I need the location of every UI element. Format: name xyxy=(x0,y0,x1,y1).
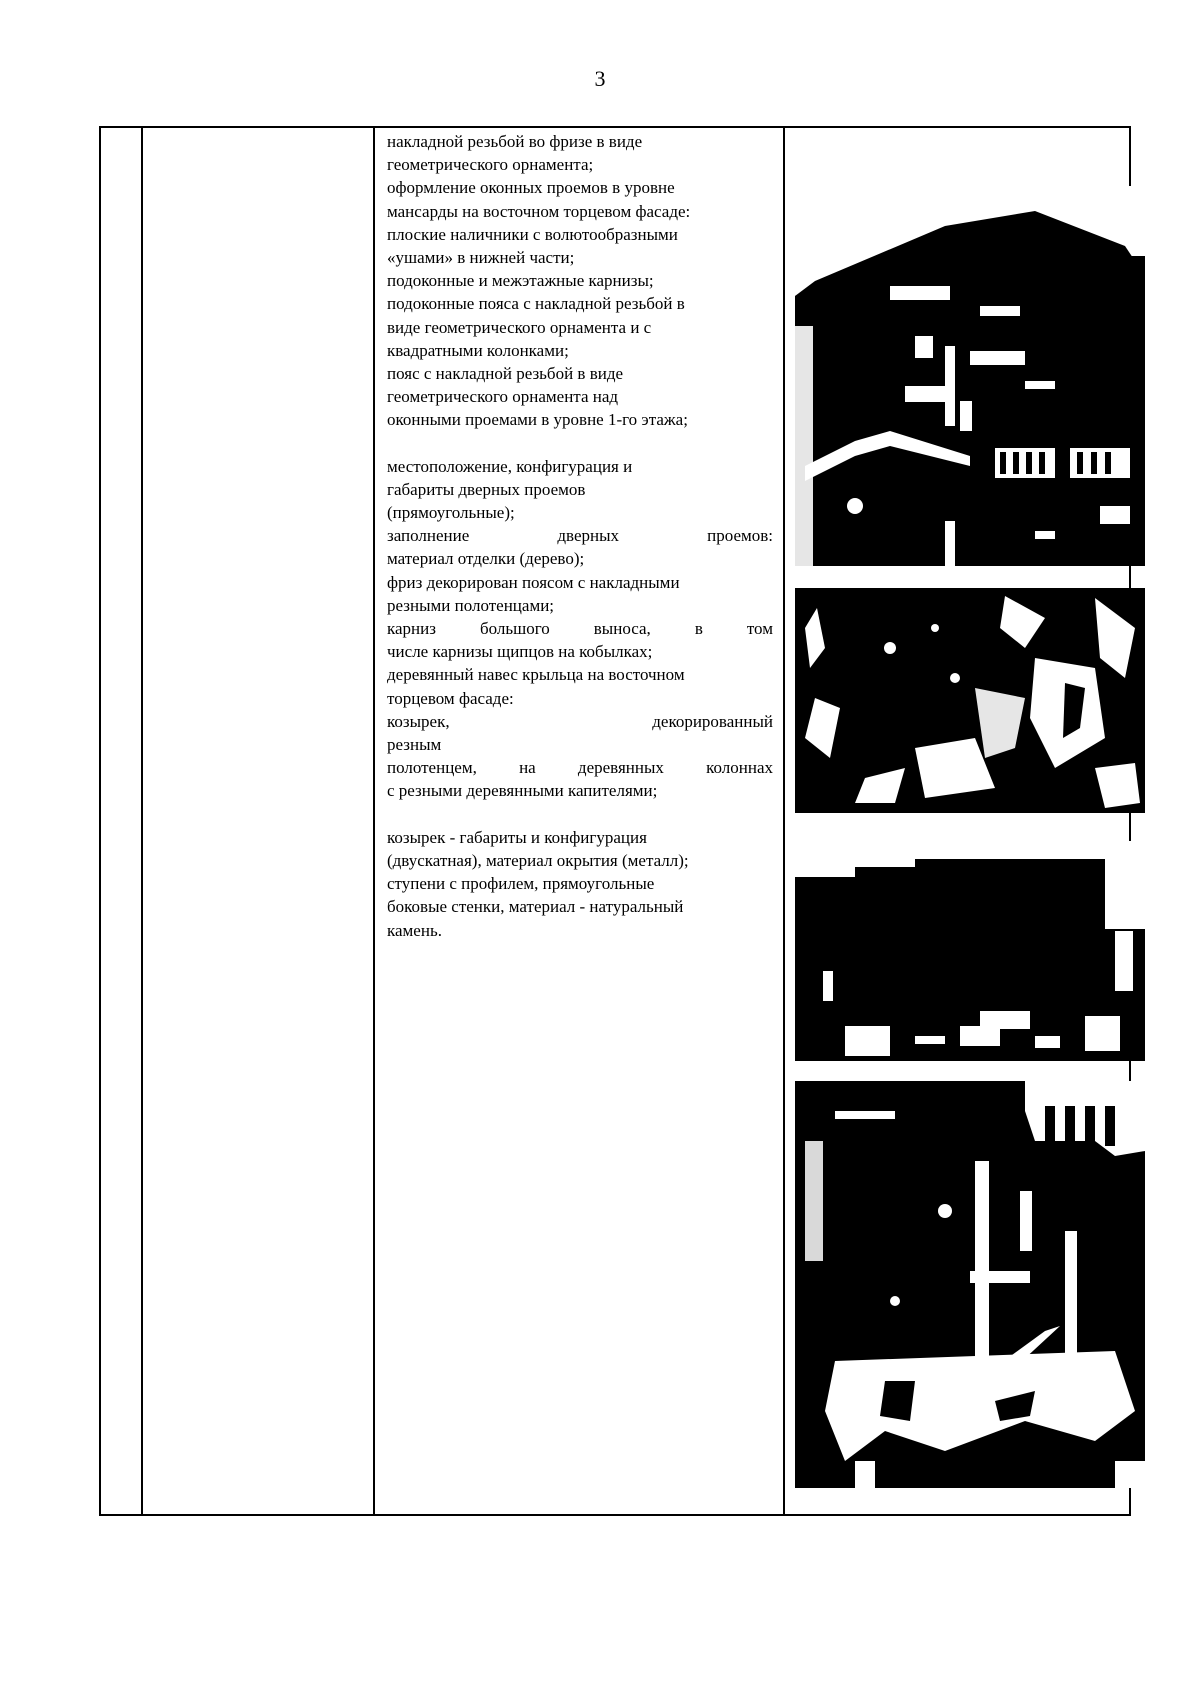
description-line: накладной резьбой во фризе в виде xyxy=(387,132,643,151)
description-line: пояс с накладной резьбой в виде xyxy=(387,364,624,384)
description-line: полотенцем, на деревянных колоннах xyxy=(387,758,773,778)
description-line: габариты дверных проемов xyxy=(387,479,586,499)
description-line: подоконные пояса с накладной резьбой в xyxy=(387,294,685,314)
description-line: (прямоугольные); xyxy=(387,503,515,523)
monument-features-table xyxy=(99,126,1131,1516)
description-line: торцевом фасаде: xyxy=(387,688,514,708)
description-line: ступени с профилем, прямоугольные xyxy=(387,874,655,894)
description-line: числе карнизы щипцов на кобылках; xyxy=(387,642,653,662)
description-line: (двускатная), материал окрытия (металл); xyxy=(387,850,689,870)
description-line: фриз декорирован поясом с накладными xyxy=(387,572,680,592)
description-line: квадратными колонками; xyxy=(387,340,569,360)
description-line: оконными проемами в уровне 1-го этажа; xyxy=(387,410,688,430)
description-line: козырек - габариты и конфигурация xyxy=(387,827,647,847)
number-cell xyxy=(100,127,142,1515)
description-line: карниз большого выноса, в том xyxy=(387,619,773,639)
porch-foliage-photo xyxy=(795,588,1145,813)
porch-columns-photo xyxy=(795,1081,1145,1488)
description-cell xyxy=(374,127,784,1515)
description-line: деревянный навес крыльца на восточном xyxy=(387,665,685,685)
building-facade-photo xyxy=(795,186,1145,566)
description-line: резным xyxy=(387,735,442,755)
description-line: оформление оконных проемов в уровне xyxy=(387,178,675,198)
description-line: геометрического орнамента; xyxy=(387,155,594,175)
photo-cell xyxy=(784,127,1130,1515)
description-text xyxy=(387,130,773,942)
description-line: мансарды на восточном торцевом фасаде: xyxy=(387,201,691,221)
porch-canopy-photo xyxy=(795,841,1145,1061)
description-line: козырек, декорированный xyxy=(387,711,773,731)
description-line: боковые стенки, материал - натуральный xyxy=(387,897,684,917)
description-line: подоконные и межэтажные карнизы; xyxy=(387,271,654,291)
description-line: резными полотенцами; xyxy=(387,595,555,615)
name-cell xyxy=(142,127,374,1515)
description-line: «ушами» в нижней части; xyxy=(387,248,575,268)
table-row xyxy=(100,127,1130,1515)
paragraph-gap xyxy=(387,803,773,826)
description-line: с резными деревянными капителями; xyxy=(387,781,658,801)
description-line: заполнение дверных проемов: xyxy=(387,526,773,546)
page-number: 3 xyxy=(594,66,606,91)
paragraph-gap xyxy=(387,432,773,455)
description-line: местоположение, конфигурация и xyxy=(387,456,633,476)
description-line: виде геометрического орнамента и с xyxy=(387,317,652,337)
description-line: геометрического орнамента над xyxy=(387,387,619,407)
description-line: материал отделки (дерево); xyxy=(387,549,585,569)
description-line: плоские наличники с волютообразными xyxy=(387,224,678,244)
description-line: камень. xyxy=(387,920,442,940)
